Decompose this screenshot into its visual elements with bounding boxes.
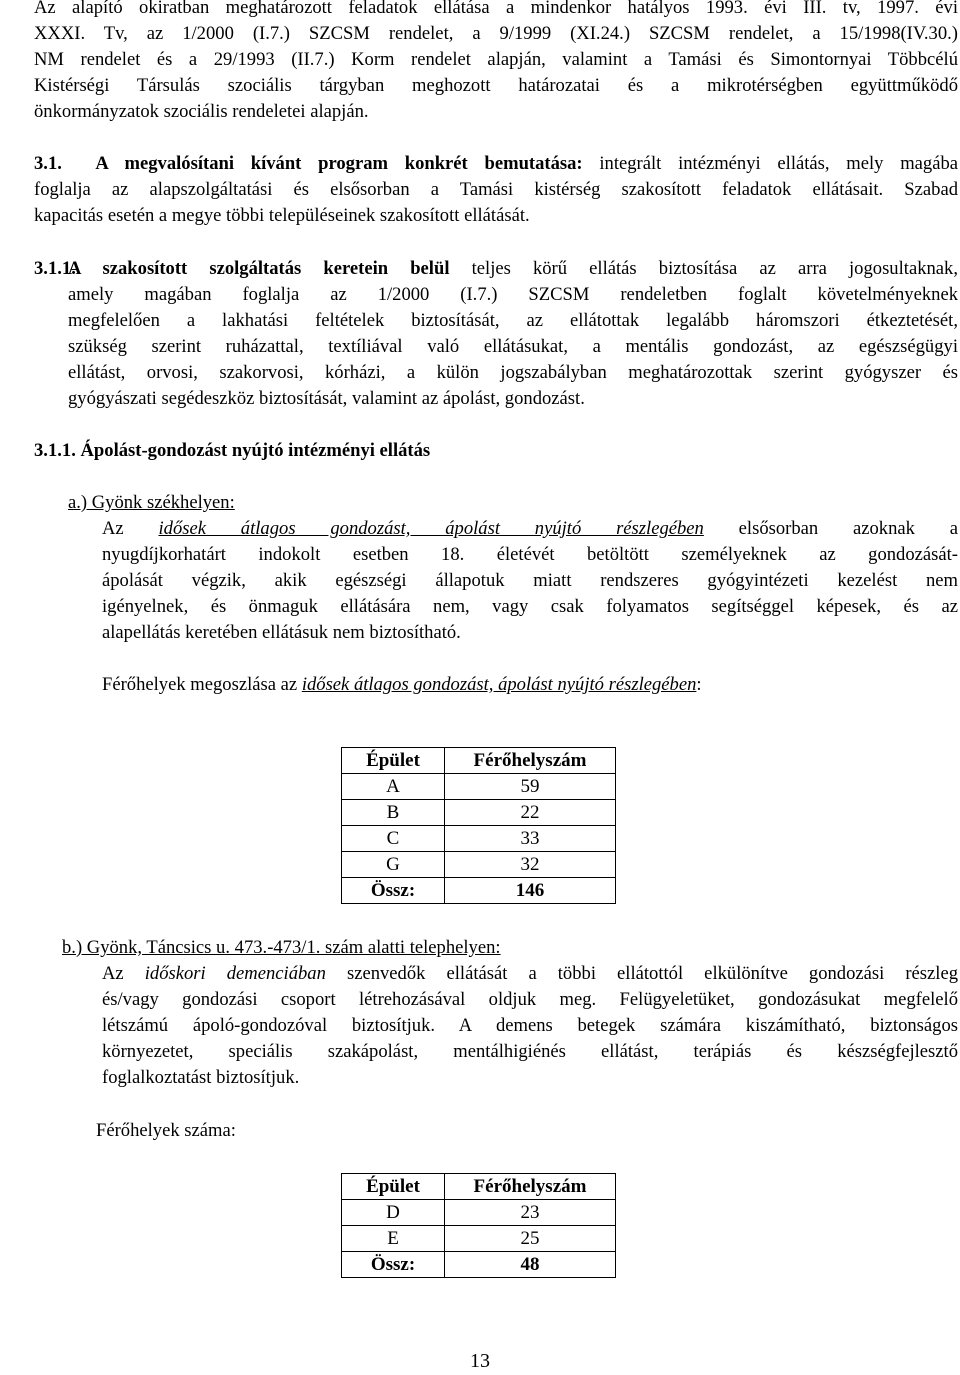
capacity-table-2 bbox=[341, 1173, 616, 1278]
table-header: Épület bbox=[342, 748, 445, 774]
subsection-b-line: és/vagy gondozási csoport létrehozásával oldjuk meg. Felügyeletüket, gondozásukat megfelelő bbox=[102, 989, 958, 1010]
section-3-1-1-line: ellátást, orvosi, szakorvosi, kórházi, a külön jogszabályban meghatározottak szerint gyógyszer és bbox=[68, 362, 958, 383]
intro-paragraph bbox=[34, 0, 958, 125]
intro-line: NM rendelet és a 29/1993 (II.7.) Korm rendelet alapján, valamint a Tamási és Simontornyai Többcélú bbox=[34, 49, 958, 70]
section-3-1-1-line: gyógyászati segédeszköz biztosítását, valamint az ápolást, gondozást. bbox=[68, 388, 585, 409]
section-3-1-1-line: A szakosított szolgáltatás keretein belül teljes körű ellátás biztosítása az arra jogosultaknak, bbox=[68, 258, 958, 279]
table-total-row: Össz: 146 bbox=[342, 878, 616, 904]
section-3-1-1-number: 3.1.1. bbox=[34, 258, 76, 279]
section-3-1-1-line: amely magában foglalja az 1/2000 (I.7.) SZCSM rendeletben foglalt követelményeknek bbox=[68, 284, 958, 305]
subsection-a-line: igényelnek, és önmaguk ellátására nem, vagy csak folyamatos segítséggel képesek, és az bbox=[102, 596, 958, 617]
subsection-b-label: b.) Gyönk, Táncsics u. 473.-473/1. szám alatti telephelyen: bbox=[62, 937, 501, 958]
subsection-a-line: Az idősek átlagos gondozást, ápolást nyújtó részlegében elsősorban azoknak a bbox=[102, 518, 958, 539]
capacity-table-1 bbox=[341, 747, 616, 904]
subsection-a-paragraph bbox=[102, 516, 958, 646]
table-row: C 33 bbox=[342, 826, 616, 852]
intro-line: Az alapító okiratban meghatározott feladatok ellátása a mindenkor hatályos 1993. évi III. tv, 1997. évi bbox=[34, 0, 958, 18]
intro-line: Kistérségi Társulás szociális tárgyban meghozott határozatai és a mikrotérségben együttműködő bbox=[34, 75, 958, 96]
section-3-1-1-title: 3.1.1. Ápolást-gondozást nyújtó intézményi ellátás bbox=[34, 440, 431, 461]
subsection-a-line: ápolását végzik, akik egészségi állapotuk miatt rendszeres gyógyintézeti kezelést nem bbox=[102, 570, 958, 591]
subsection-b-paragraph bbox=[102, 961, 958, 1091]
subsection-b-line: környezetet, speciális szakápolást, mentálhigiénés ellátást, terápiás és készségfejlesztő bbox=[102, 1041, 958, 1062]
distribution-label: Férőhelyek megoszlása az idősek átlagos gondozást, ápolást nyújtó részlegében: bbox=[102, 674, 702, 695]
subsection-b-line: létszámú ápoló-gondozóval biztosítjuk. A demens betegek számára kiszámítható, biztonságos bbox=[102, 1015, 958, 1036]
section-3-1-line: 3.1. A megvalósítani kívánt program konkrét bemutatása: integrált intézményi ellátás, mely magába bbox=[34, 153, 959, 174]
section-3-1-line: foglalja az alapszolgáltatási és elsősorban a Tamási kistérség szakosított feladatok ellátásait. Szabad bbox=[34, 179, 958, 200]
table-row: B 22 bbox=[342, 800, 616, 826]
section-number: 3.1. bbox=[34, 153, 62, 174]
subsection-a-line: nyugdíjkorhatárt indokolt esetben 18. életévét betöltött személyeknek az gondozását- bbox=[102, 544, 958, 565]
table-header: Épület bbox=[342, 1174, 445, 1200]
table-total-row: Össz: 48 bbox=[342, 1252, 616, 1278]
table-header-row bbox=[342, 748, 616, 774]
section-3-1-1 bbox=[68, 256, 958, 412]
table-row: A 59 bbox=[342, 774, 616, 800]
subsection-a-line: alapellátás keretében ellátásuk nem biztosítható. bbox=[102, 622, 461, 643]
table-header-row bbox=[342, 1174, 616, 1200]
intro-line: önkormányzatok szociális rendeletei alapján. bbox=[34, 101, 369, 122]
table-header: Férőhelyszám bbox=[445, 748, 616, 774]
section-3-1 bbox=[34, 151, 958, 229]
subsection-a-label: a.) Gyönk székhelyen: bbox=[68, 492, 235, 513]
subsection-b-line: foglalkoztatást biztosítjuk. bbox=[102, 1067, 300, 1088]
section-3-1-line: kapacitás esetén a megye többi településeinek szakosított ellátását. bbox=[34, 205, 530, 226]
section-3-1-1-line: szükség szerint ruházattal, textíliával való ellátásukat, a mentális gondozást, az egészségügyi bbox=[68, 336, 958, 357]
page-number: 13 bbox=[470, 1350, 490, 1372]
count-label: Férőhelyek száma: bbox=[96, 1120, 236, 1141]
table-row: E 25 bbox=[342, 1226, 616, 1252]
table-header: Férőhelyszám bbox=[445, 1174, 616, 1200]
table-row: G 32 bbox=[342, 852, 616, 878]
subsection-b-line: Az időskori demenciában szenvedők ellátását a többi ellátottól elkülönítve gondozási részleg bbox=[102, 963, 958, 984]
table-row: D 23 bbox=[342, 1200, 616, 1226]
section-3-1-1-line: megfelelően a lakhatási feltételek biztosítását, az ellátottak legalább háromszori étkeztetését, bbox=[68, 310, 958, 331]
section-heading: A megvalósítani kívánt program konkrét bemutatása: bbox=[95, 153, 583, 174]
section-heading: A szakosított szolgáltatás keretein belül bbox=[68, 258, 450, 279]
intro-line: XXXI. Tv, az 1/2000 (I.7.) SZCSM rendelet, a 9/1999 (XI.24.) SZCSM rendelet, a 15/1998(IV.30.) bbox=[34, 23, 958, 44]
